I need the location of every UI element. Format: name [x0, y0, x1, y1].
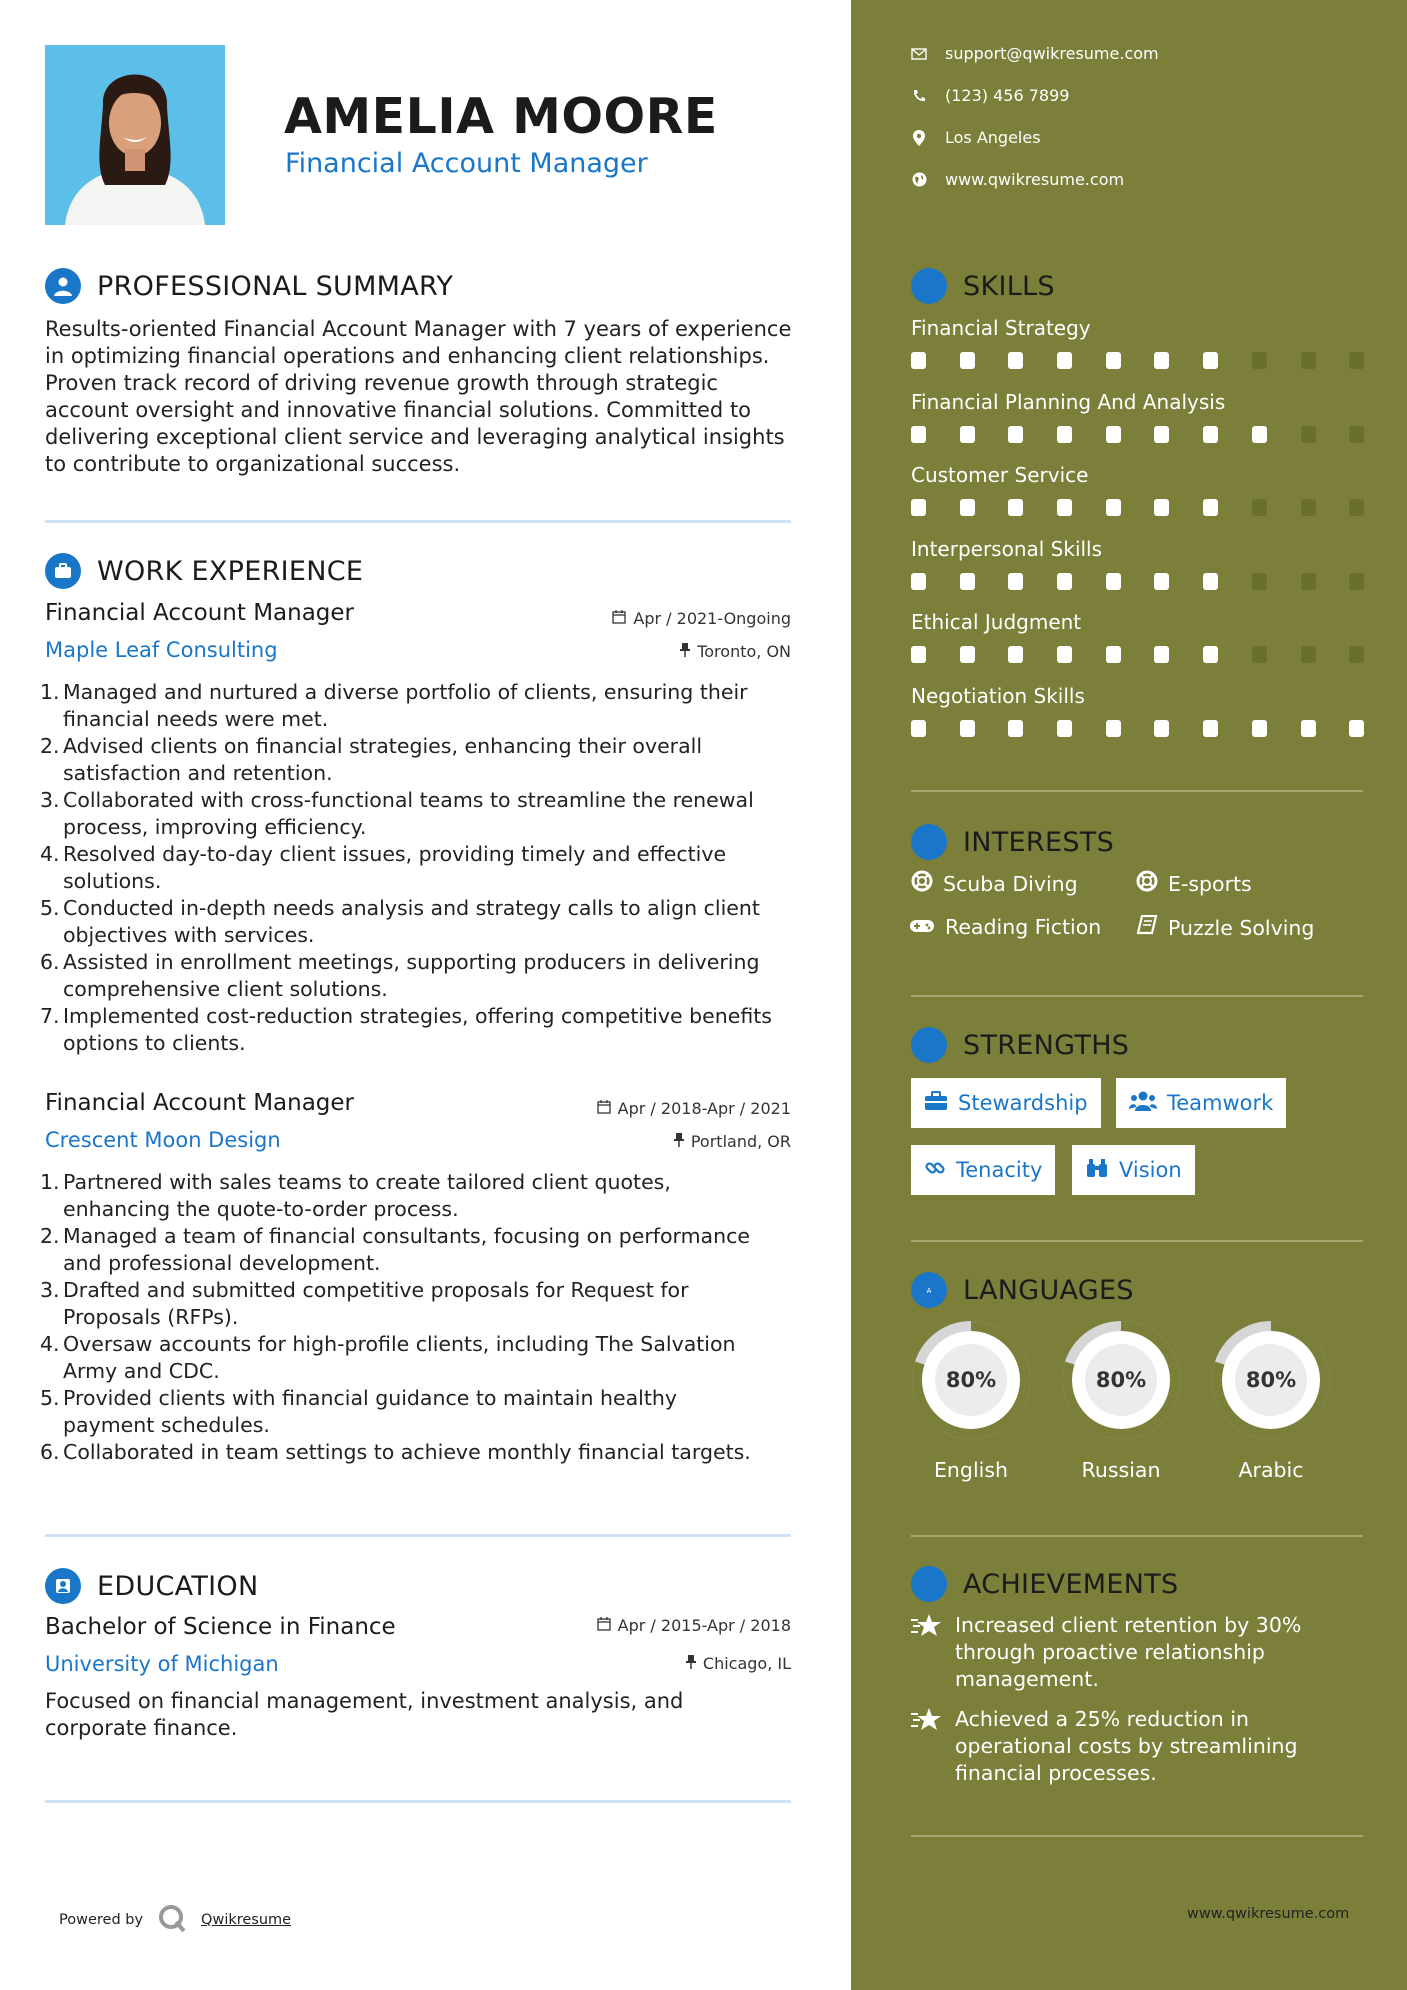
- skill-dot: [1301, 573, 1316, 590]
- skill-dot: [1349, 426, 1364, 443]
- bullet-number: 5.: [40, 1386, 60, 1410]
- skill-dot: [1008, 646, 1023, 663]
- education-description: Focused on financial management, investment analysis, and corporate finance.: [45, 1689, 684, 1740]
- strengths-heading: [911, 1027, 1129, 1063]
- pin-icon: [686, 1654, 696, 1673]
- bullet-line: process, improving efficiency.: [63, 815, 367, 839]
- skill-dot: [1008, 352, 1023, 369]
- svg-text:A: A: [926, 1287, 932, 1295]
- job-title: Financial Account Manager: [45, 600, 355, 626]
- bullet-item: [40, 895, 800, 949]
- strength-badge: [911, 1145, 1055, 1195]
- skill-dot: [960, 646, 975, 663]
- skill-dot: [1154, 499, 1169, 516]
- bullet-text: [63, 679, 748, 733]
- skill-dot: [1154, 352, 1169, 369]
- skill-dot: [960, 352, 975, 369]
- users-icon: [1129, 1090, 1157, 1117]
- achievement-line: Increased client retention by 30%: [955, 1613, 1302, 1637]
- powered-by: [59, 1903, 291, 1937]
- bullet-line: satisfaction and retention.: [63, 761, 333, 785]
- pin-icon: [674, 1132, 684, 1151]
- briefcase-icon: [924, 1091, 948, 1116]
- skill-dot: [1301, 499, 1316, 516]
- bullet-line: solutions.: [63, 869, 162, 893]
- contact-text[interactable]: support@qwikresume.com: [945, 44, 1159, 63]
- skill-dot: [1154, 426, 1169, 443]
- divider: [911, 790, 1363, 792]
- divider: [911, 1835, 1363, 1837]
- book-icon: [1136, 915, 1158, 940]
- bullet-line: objectives with services.: [63, 923, 315, 947]
- bullet-number: 6.: [40, 1440, 60, 1464]
- job-location-text: Portland, OR: [690, 1132, 791, 1151]
- language-item: [909, 1318, 1033, 1482]
- bullet-item: [40, 679, 800, 733]
- lifebuoy-icon: [911, 870, 933, 897]
- bullet-line: Managed a team of financial consultants, focusing on performance: [63, 1224, 750, 1248]
- interests-heading: [911, 824, 1114, 860]
- achievement-text: [955, 1612, 1301, 1693]
- achievement-line: management.: [955, 1667, 1099, 1691]
- skill-dot: [911, 426, 926, 443]
- education-location: [595, 1654, 791, 1673]
- star-badge-icon: [911, 1566, 947, 1602]
- skill-name: Financial Strategy: [911, 316, 1091, 340]
- skill-dot: [1008, 499, 1023, 516]
- skill-name: Financial Planning And Analysis: [911, 389, 1226, 414]
- strength-badge: [911, 1078, 1101, 1128]
- skill-dot: [1008, 720, 1023, 737]
- phone-icon: [911, 89, 927, 103]
- skill-dot: [1252, 499, 1267, 516]
- skill-dot: [1252, 646, 1267, 663]
- language-progress-ring: [909, 1318, 1033, 1442]
- bullet-line: enhancing the quote-to-order process.: [63, 1197, 459, 1221]
- profile-photo: [45, 45, 225, 225]
- strength-label: Vision: [1119, 1158, 1182, 1182]
- interest-label: E-sports: [1168, 871, 1252, 896]
- skill-dot: [960, 573, 975, 590]
- skill-dot: [1203, 573, 1218, 590]
- language-item: [1059, 1318, 1183, 1482]
- achievement-line: financial processes.: [955, 1761, 1157, 1785]
- contact-item: [911, 44, 1159, 63]
- qwikresume-logo-icon: [157, 1903, 187, 1937]
- bullet-text: [63, 787, 754, 841]
- job-dates: [591, 609, 791, 628]
- powered-by-text: Powered by: [59, 1912, 144, 1928]
- contact-text: (123) 456 7899: [945, 86, 1070, 105]
- graduate-icon: [45, 1568, 81, 1604]
- bullet-line: Collaborated with cross-functional teams to streamline the renewal: [63, 788, 754, 812]
- company-name: Maple Leaf Consulting: [45, 638, 278, 662]
- skill-rating: [911, 646, 1398, 663]
- interest-item: [911, 870, 1078, 897]
- bullet-number: 2.: [40, 1224, 60, 1248]
- bullet-number: 5.: [40, 896, 60, 920]
- strengths-title: STRENGTHS: [963, 1029, 1130, 1061]
- skill-rating: [911, 352, 1398, 369]
- skill-dot: [1203, 646, 1218, 663]
- contact-item: [911, 170, 1124, 189]
- skill-name: Negotiation Skills: [911, 683, 1085, 708]
- bullet-text: [63, 1331, 736, 1385]
- calendar-icon: [597, 1616, 611, 1635]
- bullet-line: Provided clients with financial guidance to maintain healthy: [63, 1386, 678, 1410]
- skill-dot: [1106, 646, 1121, 663]
- skill-dot: [1154, 646, 1169, 663]
- skill-dot: [1057, 720, 1072, 737]
- bullet-number: 7.: [40, 1004, 60, 1028]
- skill-dot: [1057, 426, 1072, 443]
- skill-name: Interpersonal Skills: [911, 536, 1103, 561]
- gamepad-icon: [909, 915, 935, 939]
- calendar-icon: [597, 1099, 611, 1118]
- divider: [45, 520, 791, 523]
- bullet-text: [63, 895, 760, 949]
- bullet-line: payment schedules.: [63, 1413, 270, 1437]
- interest-label: Puzzle Solving: [1168, 915, 1315, 940]
- bullet-list: [40, 1169, 800, 1466]
- education-heading: [45, 1568, 258, 1604]
- binoculars-icon: [1085, 1158, 1109, 1183]
- bullet-item: [40, 1003, 800, 1057]
- bullet-number: 6.: [40, 950, 60, 974]
- skill-dot: [1203, 720, 1218, 737]
- skill-dot: [1057, 499, 1072, 516]
- skill-dot: [1301, 426, 1316, 443]
- language-percent: 80%: [945, 1368, 997, 1392]
- skill-dot: [1008, 573, 1023, 590]
- skill-rating: [911, 499, 1398, 516]
- skill-dot: [960, 720, 975, 737]
- skill-dot: [1057, 646, 1072, 663]
- skill-dot: [1349, 646, 1364, 663]
- bullet-line: Advised clients on financial strategies, enhancing their overall: [63, 734, 703, 758]
- bullet-text: [63, 1223, 750, 1277]
- skill-name: Ethical Judgment: [911, 610, 1082, 634]
- skill-dot: [911, 646, 926, 663]
- divider: [911, 1240, 1363, 1242]
- skill-dot: [1252, 573, 1267, 590]
- skill-dot: [1106, 720, 1121, 737]
- skill-dot: [1154, 573, 1169, 590]
- job-dates-text: Apr / 2018-Apr / 2021: [617, 1099, 791, 1118]
- bullet-line: Managed and nurtured a diverse portfolio of clients, ensuring their: [63, 680, 748, 704]
- interest-item: [1136, 915, 1314, 940]
- contact-item: [911, 128, 1041, 147]
- education-dates: [595, 1616, 791, 1635]
- skill-dot: [1252, 352, 1267, 369]
- skill-dot: [1301, 720, 1316, 737]
- skill-dot: [1008, 426, 1023, 443]
- job-dates: [591, 1099, 791, 1118]
- language-item: [1209, 1318, 1333, 1482]
- strength-badge: [1072, 1145, 1195, 1195]
- skill-dot: [1252, 426, 1267, 443]
- languages-heading: [911, 1272, 1134, 1308]
- company-name: Crescent Moon Design: [45, 1128, 281, 1152]
- bullet-number: 1.: [40, 1170, 60, 1194]
- language-name: Arabic: [1238, 1458, 1304, 1482]
- bullet-line: Assisted in enrollment meetings, supporting producers in delivering: [63, 950, 760, 974]
- bullet-item: [40, 949, 800, 1003]
- skill-name: Customer Service: [911, 463, 1089, 487]
- language-progress-ring: [1059, 1318, 1183, 1442]
- summary-heading: [45, 268, 453, 304]
- school: University of Michigan: [45, 1652, 279, 1676]
- bullet-number: 3.: [40, 788, 60, 812]
- lifebuoy-icon: [1136, 870, 1158, 897]
- job-location: [591, 1132, 791, 1151]
- skill-dot: [1057, 352, 1072, 369]
- bullet-number: 3.: [40, 1278, 60, 1302]
- education-location-text: Chicago, IL: [702, 1654, 791, 1673]
- summary-title: PROFESSIONAL SUMMARY: [97, 270, 454, 302]
- candidate-name: AMELIA MOORE: [284, 88, 718, 145]
- contact-text: Los Angeles: [945, 128, 1041, 147]
- bullet-text: [63, 1385, 677, 1439]
- language-progress-ring: [1209, 1318, 1333, 1442]
- bullet-line: comprehensive client solutions.: [63, 977, 388, 1001]
- bullet-number: 1.: [40, 680, 60, 704]
- bullet-line: Proposals (RFPs).: [63, 1305, 239, 1329]
- skill-dot: [1106, 499, 1121, 516]
- bullet-line: Resolved day-to-day client issues, providing timely and effective: [63, 842, 727, 866]
- skill-dot: [911, 499, 926, 516]
- skill-dot: [1106, 426, 1121, 443]
- bullet-list: [40, 679, 800, 1057]
- interest-item: [1136, 870, 1252, 897]
- bullet-text: [63, 1003, 772, 1057]
- user-icon: [45, 268, 81, 304]
- pin-icon: [680, 642, 690, 661]
- achievements-heading: [911, 1566, 1179, 1602]
- achievement-line: Achieved a 25% reduction in: [955, 1707, 1250, 1731]
- achievements-title: ACHIEVEMENTS: [963, 1568, 1179, 1600]
- divider: [45, 1534, 791, 1537]
- summary-text: Results-oriented Financial Account Manager with 7 years of experience in optimizing financial operations and enhancing client relationships. Proven track record of driving revenue growth through strategic account oversight and innovative financial solutions. Committed to delivering exceptional client service and leveraging analytical insights to contribute to organizational success.: [45, 317, 792, 476]
- languages-title: LANGUAGES: [963, 1274, 1134, 1306]
- skill-dot: [1203, 426, 1218, 443]
- bullet-line: Oversaw accounts for high-profile clients, including The Salvation: [63, 1332, 736, 1356]
- job-location: [591, 642, 791, 661]
- language-icon: [911, 1272, 947, 1308]
- skills-title: SKILLS: [963, 270, 1055, 302]
- skill-dot: [1106, 573, 1121, 590]
- bullet-text: [63, 1439, 751, 1466]
- language-name: Russian: [1081, 1458, 1161, 1482]
- contact-item: [911, 86, 1069, 105]
- bullet-line: financial needs were met.: [63, 707, 329, 731]
- bullet-item: [40, 733, 800, 787]
- job-title: Financial Account Manager: [45, 1090, 355, 1116]
- bullet-item: [40, 787, 800, 841]
- interest-label: Scuba Diving: [943, 871, 1078, 896]
- skill-dot: [1203, 499, 1218, 516]
- skill-dot: [911, 720, 926, 737]
- language-percent: 80%: [1245, 1368, 1297, 1392]
- paper-plane-icon: [911, 824, 947, 860]
- skill-dot: [1349, 720, 1364, 737]
- skill-rating: [911, 573, 1398, 590]
- achievement-line: operational costs by streamlining: [955, 1734, 1298, 1758]
- bullet-number: 2.: [40, 734, 60, 758]
- lightbulb-icon: [911, 268, 947, 304]
- bullet-number: 4.: [40, 1332, 60, 1356]
- calendar-icon: [612, 609, 626, 628]
- skill-dot: [1301, 646, 1316, 663]
- trophy-star-icon: [911, 1706, 943, 1787]
- skill-dot: [911, 573, 926, 590]
- bullet-item: [40, 1223, 800, 1277]
- interests-title: INTERESTS: [963, 826, 1115, 858]
- footer-website[interactable]: www.qwikresume.com: [1187, 1906, 1350, 1922]
- skill-dot: [1057, 573, 1072, 590]
- fist-icon: [911, 1027, 947, 1063]
- contact-text[interactable]: www.qwikresume.com: [945, 170, 1125, 189]
- globe-icon: [911, 172, 927, 187]
- candidate-title: Financial Account Manager: [285, 148, 648, 179]
- skill-dot: [1154, 720, 1169, 737]
- skill-dot: [1203, 352, 1218, 369]
- interest-item: [909, 915, 1101, 939]
- bullet-text: [63, 733, 702, 787]
- bullet-item: [40, 1277, 800, 1331]
- skill-dot: [960, 426, 975, 443]
- achievement-text: [955, 1706, 1298, 1787]
- bullet-line: and professional development.: [63, 1251, 381, 1275]
- divider: [45, 1800, 791, 1803]
- bullet-item: [40, 1331, 800, 1385]
- interest-label: Reading Fiction: [945, 915, 1102, 939]
- bullet-item: [40, 1439, 800, 1466]
- bullet-number: 4.: [40, 842, 60, 866]
- strength-label: Stewardship: [958, 1091, 1088, 1115]
- link-icon: [924, 1157, 946, 1184]
- bullet-line: Collaborated in team settings to achieve monthly financial targets.: [63, 1440, 751, 1464]
- education-title: EDUCATION: [97, 1570, 259, 1602]
- experience-title: WORK EXPERIENCE: [97, 555, 364, 587]
- skill-dot: [911, 352, 926, 369]
- envelope-icon: [911, 48, 927, 60]
- skills-heading: [911, 268, 1055, 304]
- achievement-line: through proactive relationship: [955, 1640, 1265, 1664]
- job-dates-text: Apr / 2021-Ongoing: [633, 609, 791, 628]
- skill-rating: [911, 720, 1398, 737]
- achievement-item: [911, 1612, 1331, 1693]
- bullet-line: options to clients.: [63, 1031, 246, 1055]
- bullet-line: Conducted in-depth needs analysis and strategy calls to align client: [63, 896, 760, 920]
- skill-dot: [1349, 499, 1364, 516]
- bullet-text: [63, 949, 760, 1003]
- bullet-line: Partnered with sales teams to create tailored client quotes,: [63, 1170, 671, 1194]
- skill-dot: [1301, 352, 1316, 369]
- job-location-text: Toronto, ON: [697, 642, 791, 661]
- experience-heading: [45, 553, 363, 589]
- language-name: English: [933, 1458, 1009, 1482]
- skill-dot: [1349, 573, 1364, 590]
- skill-dot: [1252, 720, 1267, 737]
- skill-dot: [1349, 352, 1364, 369]
- strength-label: Teamwork: [1167, 1091, 1274, 1115]
- bullet-text: [63, 1169, 671, 1223]
- strength-badge: [1116, 1078, 1286, 1128]
- trophy-star-icon: [911, 1612, 943, 1693]
- bullet-item: [40, 841, 800, 895]
- divider: [911, 995, 1363, 997]
- bullet-text: [63, 1277, 689, 1331]
- bullet-item: [40, 1385, 800, 1439]
- skill-dot: [1106, 352, 1121, 369]
- bullet-line: Army and CDC.: [63, 1359, 220, 1383]
- briefcase-icon: [45, 553, 81, 589]
- skill-rating: [911, 426, 1398, 443]
- skill-dot: [960, 499, 975, 516]
- bullet-item: [40, 1169, 800, 1223]
- qwikresume-link[interactable]: Qwikresume: [201, 1912, 292, 1928]
- achievement-item: [911, 1706, 1331, 1787]
- education-dates-text: Apr / 2015-Apr / 2018: [617, 1616, 791, 1635]
- bullet-line: Implemented cost-reduction strategies, offering competitive benefits: [63, 1004, 772, 1028]
- divider: [911, 1535, 1363, 1537]
- bullet-line: Drafted and submitted competitive proposals for Request for: [63, 1278, 689, 1302]
- degree: Bachelor of Science in Finance: [45, 1614, 396, 1640]
- strength-label: Tenacity: [956, 1158, 1043, 1182]
- language-percent: 80%: [1095, 1368, 1147, 1392]
- map-pin-icon: [911, 130, 927, 146]
- bullet-text: [63, 841, 726, 895]
